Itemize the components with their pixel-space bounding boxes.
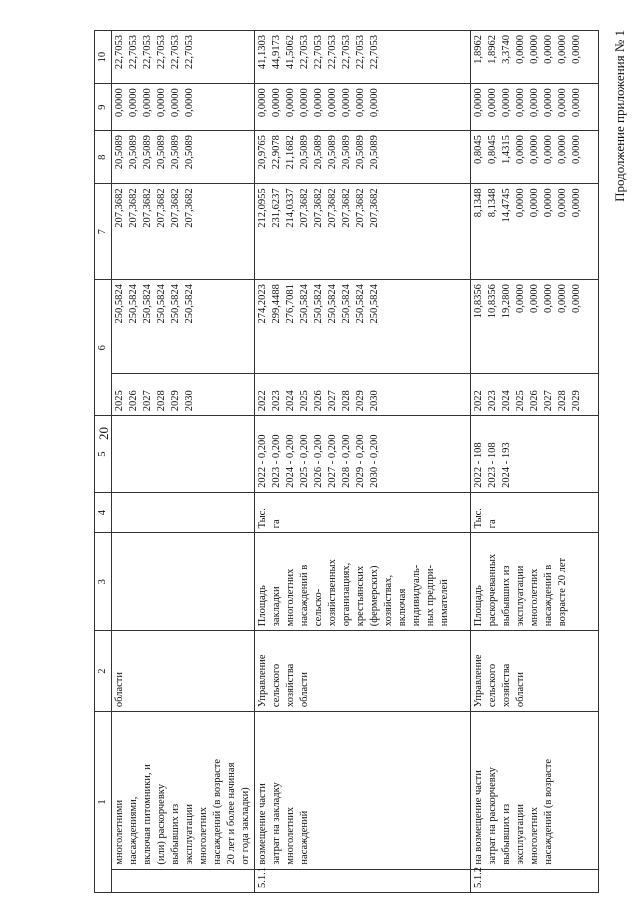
cell-line: 0,0000 — [543, 35, 555, 64]
cell-line: 0,0000 — [529, 284, 541, 313]
indicator — [112, 533, 255, 631]
col8-values — [255, 131, 471, 184]
cell-line: 276,7081 — [285, 284, 297, 324]
cell-line: 250,5824 — [327, 284, 339, 324]
col6-values — [255, 280, 471, 374]
cell-line: 207,3682 — [128, 188, 140, 228]
cell-line: сельского — [487, 663, 499, 708]
cell-line: 19,2800 — [501, 284, 513, 319]
col10-values — [112, 31, 255, 84]
cell-line: 0,0000 — [515, 188, 527, 218]
cell-line: 207,3682 — [156, 188, 168, 228]
cell-line: многолетних — [529, 568, 541, 627]
cell-line: 250,5824 — [313, 284, 325, 324]
col-header: 7 — [95, 184, 112, 280]
cell-line: 22,7053 — [355, 35, 367, 70]
cell-line: 250,5824 — [114, 284, 126, 324]
cell-line: 2030 — [184, 390, 196, 412]
cell-line: эксплуатации — [515, 565, 527, 627]
executor: области — [112, 631, 255, 712]
cell-line: 20,5089 — [369, 135, 381, 170]
unit: Тыс. га — [471, 492, 599, 532]
cell-line: 22,7053 — [313, 35, 325, 70]
cell-line: 8,1348 — [487, 188, 499, 218]
cell-line: выбывших из — [501, 803, 513, 865]
cell-line: 22,7053 — [114, 35, 126, 70]
cell-line: включая — [397, 588, 409, 627]
cell-line: 2024 — [285, 390, 297, 412]
cell-line: возрасте 20 лет — [557, 557, 569, 627]
cell-line: 0,0000 — [156, 88, 168, 118]
cell-line: 0,0000 — [142, 88, 154, 118]
col10-values — [255, 31, 471, 84]
col8-values — [471, 131, 599, 184]
cell-line: 207,3682 — [355, 188, 367, 228]
table-row — [112, 31, 255, 893]
cell-line: 22,7053 — [369, 35, 381, 70]
cell-line: 1,4315 — [501, 135, 513, 164]
indicator-values — [471, 416, 599, 493]
col-header: 9 — [95, 84, 112, 131]
cell-line: 2023 - 0,200 — [271, 434, 283, 488]
cell-line: хозяйства — [285, 663, 297, 708]
cell-line: 3,3740 — [501, 35, 513, 64]
cell-line: 0,0000 — [571, 135, 583, 164]
cell-line: 20,5089 — [142, 135, 154, 170]
cell-line: 0,0000 — [128, 88, 140, 118]
cell-line: области — [299, 671, 311, 708]
cell-line: ных предпри- — [425, 564, 437, 627]
cell-line: 20,5089 — [128, 135, 140, 170]
cell-line: 41,1303 — [257, 35, 269, 70]
col-header: 2 — [95, 631, 112, 712]
cell-line: 0,0000 — [515, 88, 527, 118]
cell-line: от года закладки) — [240, 787, 252, 865]
cell-line: 250,5824 — [299, 284, 311, 324]
cell-line: 0,0000 — [184, 88, 196, 118]
col-header: 8 — [95, 131, 112, 184]
cell-line: 22,7053 — [170, 35, 182, 70]
cell-line: 2029 - 0,200 — [355, 434, 367, 488]
cell-line: 0,0000 — [543, 188, 555, 218]
cell-line: 207,3682 — [313, 188, 325, 228]
cell-line: 231,6237 — [271, 188, 283, 228]
col-header: 4 — [95, 492, 112, 532]
cell-line: сельско- — [313, 588, 325, 627]
cell-line: 0,0000 — [571, 88, 583, 118]
col-header: 6 — [95, 280, 112, 416]
cell-line: 2023 — [487, 390, 499, 412]
cell-line: области — [515, 671, 527, 708]
cell-line: Площадь — [257, 585, 269, 627]
cell-line: 0,0000 — [114, 88, 126, 118]
cell-line: 2022 - 108 — [473, 442, 485, 488]
cell-line: 41,5062 — [285, 35, 297, 70]
col9-values — [471, 84, 599, 131]
cell-line: хозяйствах, — [383, 574, 395, 627]
row-number: 5.1.2 — [471, 869, 599, 892]
cell-line: 0,0000 — [257, 88, 269, 118]
cell-line: 0,0000 — [355, 88, 367, 118]
cell-line: 0,0000 — [313, 88, 325, 118]
cell-line: 0,0000 — [557, 284, 569, 313]
cell-line: 207,3682 — [341, 188, 353, 228]
cell-line: 2025 - 0,200 — [299, 434, 311, 488]
cell-line: 207,3682 — [184, 188, 196, 228]
cell-line: насаждений в — [299, 564, 311, 627]
cell-line: 20 лет и более начиная — [226, 762, 238, 865]
col7-values — [255, 184, 471, 280]
cell-line: насаждений — [299, 810, 311, 865]
cell-line: 0,0000 — [543, 284, 555, 313]
cell-line: 2028 — [341, 390, 353, 412]
cell-line: 250,5824 — [128, 284, 140, 324]
cell-line: 0,0000 — [515, 35, 527, 64]
cell-line: 0,0000 — [529, 88, 541, 118]
cell-line: 207,3682 — [327, 188, 339, 228]
cell-line: 207,3682 — [170, 188, 182, 228]
cell-line: 212,0955 — [257, 188, 269, 228]
cell-line: организациях, — [341, 562, 353, 627]
cell-line: 10,8356 — [487, 284, 499, 319]
cell-line: 0,0000 — [571, 35, 583, 64]
unit: Тыс. га — [255, 492, 471, 532]
cell-line: 0,8045 — [473, 135, 485, 164]
col8-values — [112, 131, 255, 184]
cell-line: 0,0000 — [543, 135, 555, 164]
cell-line: 20,5089 — [313, 135, 325, 170]
cell-line: 2029 — [571, 390, 583, 412]
column-number-row — [95, 31, 112, 893]
col6-values — [112, 280, 255, 374]
col9-values — [255, 84, 471, 131]
row-number — [112, 869, 255, 892]
cell-line: 0,0000 — [557, 188, 569, 218]
page-number: 20 — [96, 427, 111, 440]
col-header: 1 — [95, 712, 112, 893]
measure-name — [112, 712, 255, 870]
cell-line: хозяйства — [501, 663, 513, 708]
cell-line: выбывших из — [501, 565, 513, 627]
program-table — [94, 30, 599, 893]
col7-values — [112, 184, 255, 280]
cell-line: 299,4488 — [271, 284, 283, 324]
cell-line: 0,0000 — [501, 88, 513, 118]
cell-line: 20,5089 — [299, 135, 311, 170]
cell-line: на возмещение части — [473, 770, 485, 865]
cell-line: 0,0000 — [170, 88, 182, 118]
cell-line: 1,8962 — [487, 35, 499, 64]
cell-line: 2027 — [327, 390, 339, 412]
cell-line: 250,5824 — [369, 284, 381, 324]
indicator-values — [112, 416, 255, 493]
cell-line: 0,0000 — [515, 135, 527, 164]
cell-line: 2028 — [557, 390, 569, 412]
cell-line: 2023 — [271, 390, 283, 412]
cell-line: закладки — [271, 586, 283, 627]
cell-line: 20,5089 — [355, 135, 367, 170]
cell-line: 2024 - 193 — [501, 442, 513, 488]
indicator — [471, 533, 599, 631]
cell-line: 2026 — [529, 390, 541, 412]
cell-line: 2026 — [313, 390, 325, 412]
cell-line: насаждений (в возрасте — [212, 758, 224, 865]
cell-line: 0,0000 — [529, 135, 541, 164]
cell-line: (или) раскорчевку — [156, 784, 168, 865]
cell-line: 0,0000 — [473, 88, 485, 118]
measure-name — [471, 712, 599, 870]
cell-line: затрат на закладку — [271, 782, 283, 865]
cell-line: Площадь — [473, 585, 485, 627]
cell-line: насаждений в — [543, 564, 555, 627]
cell-line: 207,3682 — [369, 188, 381, 228]
cell-line: 274,2023 — [257, 284, 269, 324]
cell-line: 250,5824 — [142, 284, 154, 324]
cell-line: насаждениями, — [128, 796, 140, 865]
years — [112, 373, 255, 416]
cell-line: 22,7053 — [341, 35, 353, 70]
cell-line: 2028 — [156, 390, 168, 412]
cell-line: 2022 - 0,200 — [257, 434, 269, 488]
cell-line: 20,5089 — [156, 135, 168, 170]
cell-line: 2025 — [114, 390, 126, 412]
cell-line: 0,0000 — [529, 188, 541, 218]
cell-line: нимателей — [439, 579, 451, 627]
cell-line: 250,5824 — [170, 284, 182, 324]
cell-line: хозяйственных — [327, 559, 339, 627]
col-header: 10 — [95, 31, 112, 84]
cell-line: 0,0000 — [299, 88, 311, 118]
cell-line: 22,7053 — [156, 35, 168, 70]
cell-line: многолетними — [114, 799, 126, 865]
col7-values — [471, 184, 599, 280]
cell-line: 250,5824 — [355, 284, 367, 324]
cell-line: многолетних — [285, 568, 297, 627]
cell-line: 0,0000 — [557, 135, 569, 164]
cell-line: 0,0000 — [543, 88, 555, 118]
cell-line: выбывших из — [170, 803, 182, 865]
col6-values — [471, 280, 599, 374]
cell-line: 2030 — [369, 390, 381, 412]
cell-line: 0,0000 — [341, 88, 353, 118]
cell-line: 0,0000 — [515, 284, 527, 313]
cell-line: Управление — [473, 654, 485, 708]
table-row — [471, 31, 599, 893]
cell-line: 21,1682 — [285, 135, 297, 170]
cell-line: возмещение части — [257, 783, 269, 865]
cell-line: 2025 — [299, 390, 311, 412]
cell-line: 0,0000 — [487, 88, 499, 118]
cell-line: затрат на раскорчевку — [487, 767, 499, 865]
cell-line: 2027 — [142, 390, 154, 412]
cell-line: эксплуатации — [184, 803, 196, 865]
cell-line: 2022 — [473, 390, 485, 412]
cell-line: 2023 - 108 — [487, 442, 499, 488]
cell-line: 22,7053 — [142, 35, 154, 70]
unit — [112, 492, 255, 532]
col9-values — [112, 84, 255, 131]
col10-values — [471, 31, 599, 84]
cell-line: 22,7053 — [299, 35, 311, 70]
cell-line: 207,3682 — [142, 188, 154, 228]
cell-line: 214,0337 — [285, 188, 297, 228]
cell-line: 2027 - 0,200 — [327, 434, 339, 488]
cell-line: многолетних — [198, 806, 210, 865]
cell-line: 20,5089 — [341, 135, 353, 170]
cell-line: 22,9078 — [271, 135, 283, 170]
row-number: 5.1.1 — [255, 869, 471, 892]
cell-line: 2024 — [501, 390, 513, 412]
cell-line: (фермерских) — [369, 565, 381, 627]
years — [471, 373, 599, 416]
cell-line: 2028 - 0,200 — [341, 434, 353, 488]
cell-line: 2027 — [543, 390, 555, 412]
cell-line: крестьянских — [355, 565, 367, 627]
cell-line: 20,5089 — [327, 135, 339, 170]
cell-line: 8,1348 — [473, 188, 485, 218]
cell-line: насаждений (в возрасте — [543, 758, 555, 865]
cell-line: 2029 — [170, 390, 182, 412]
cell-line: 20,5089 — [114, 135, 126, 170]
cell-line: 0,0000 — [327, 88, 339, 118]
cell-line: 10,8356 — [473, 284, 485, 319]
cell-line: 20,9765 — [257, 135, 269, 170]
cell-line: 0,0000 — [529, 35, 541, 64]
cell-line: эксплуатации — [515, 803, 527, 865]
cell-line: 20,5089 — [184, 135, 196, 170]
cell-line: 0,8045 — [487, 135, 499, 164]
cell-line: 2022 — [257, 390, 269, 412]
cell-line: 2024 - 0,200 — [285, 434, 297, 488]
indicator — [255, 533, 471, 631]
cell-line: индивидуаль- — [411, 564, 423, 627]
cell-line: 207,3682 — [299, 188, 311, 228]
cell-line: 0,0000 — [557, 88, 569, 118]
years — [255, 373, 471, 416]
cell-line: 250,5824 — [156, 284, 168, 324]
measure-name — [255, 712, 471, 870]
cell-line: 22,7053 — [128, 35, 140, 70]
cell-line: 0,0000 — [369, 88, 381, 118]
table-row — [255, 31, 471, 893]
cell-line: 1,8962 — [473, 35, 485, 64]
appendix-label: Продолжение приложения № 1 — [612, 30, 627, 202]
cell-line: 0,0000 — [571, 284, 583, 313]
cell-line: 2026 - 0,200 — [313, 434, 325, 488]
indicator-values — [255, 416, 471, 493]
cell-line: 250,5824 — [184, 284, 196, 324]
cell-line: 14,4745 — [501, 188, 513, 223]
cell-line: 20,5089 — [170, 135, 182, 170]
cell-line: 2030 - 0,200 — [369, 434, 381, 488]
cell-line: 0,0000 — [285, 88, 297, 118]
cell-line: сельского — [271, 663, 283, 708]
cell-line: многолетних — [529, 806, 541, 865]
cell-line: многолетних — [285, 806, 297, 865]
cell-line: 22,7053 — [327, 35, 339, 70]
cell-line: 0,0000 — [571, 188, 583, 218]
col-header: 3 — [95, 533, 112, 631]
cell-line: 2025 — [515, 390, 527, 412]
executor — [471, 631, 599, 712]
cell-line: 2026 — [128, 390, 140, 412]
cell-line: 0,0000 — [557, 35, 569, 64]
rotated-table-wrapper — [94, 30, 590, 893]
cell-line: Управление — [257, 654, 269, 708]
cell-line: 44,9173 — [271, 35, 283, 70]
cell-line: включая питомники, и — [142, 764, 154, 865]
executor — [255, 631, 471, 712]
col-header: 5 — [95, 416, 112, 493]
cell-line: 22,7053 — [184, 35, 196, 70]
cell-line: 250,5824 — [341, 284, 353, 324]
cell-line: 207,3682 — [114, 188, 126, 228]
cell-line: 0,0000 — [271, 88, 283, 118]
cell-line: раскорчеванных — [487, 553, 499, 627]
cell-line: 2029 — [355, 390, 367, 412]
